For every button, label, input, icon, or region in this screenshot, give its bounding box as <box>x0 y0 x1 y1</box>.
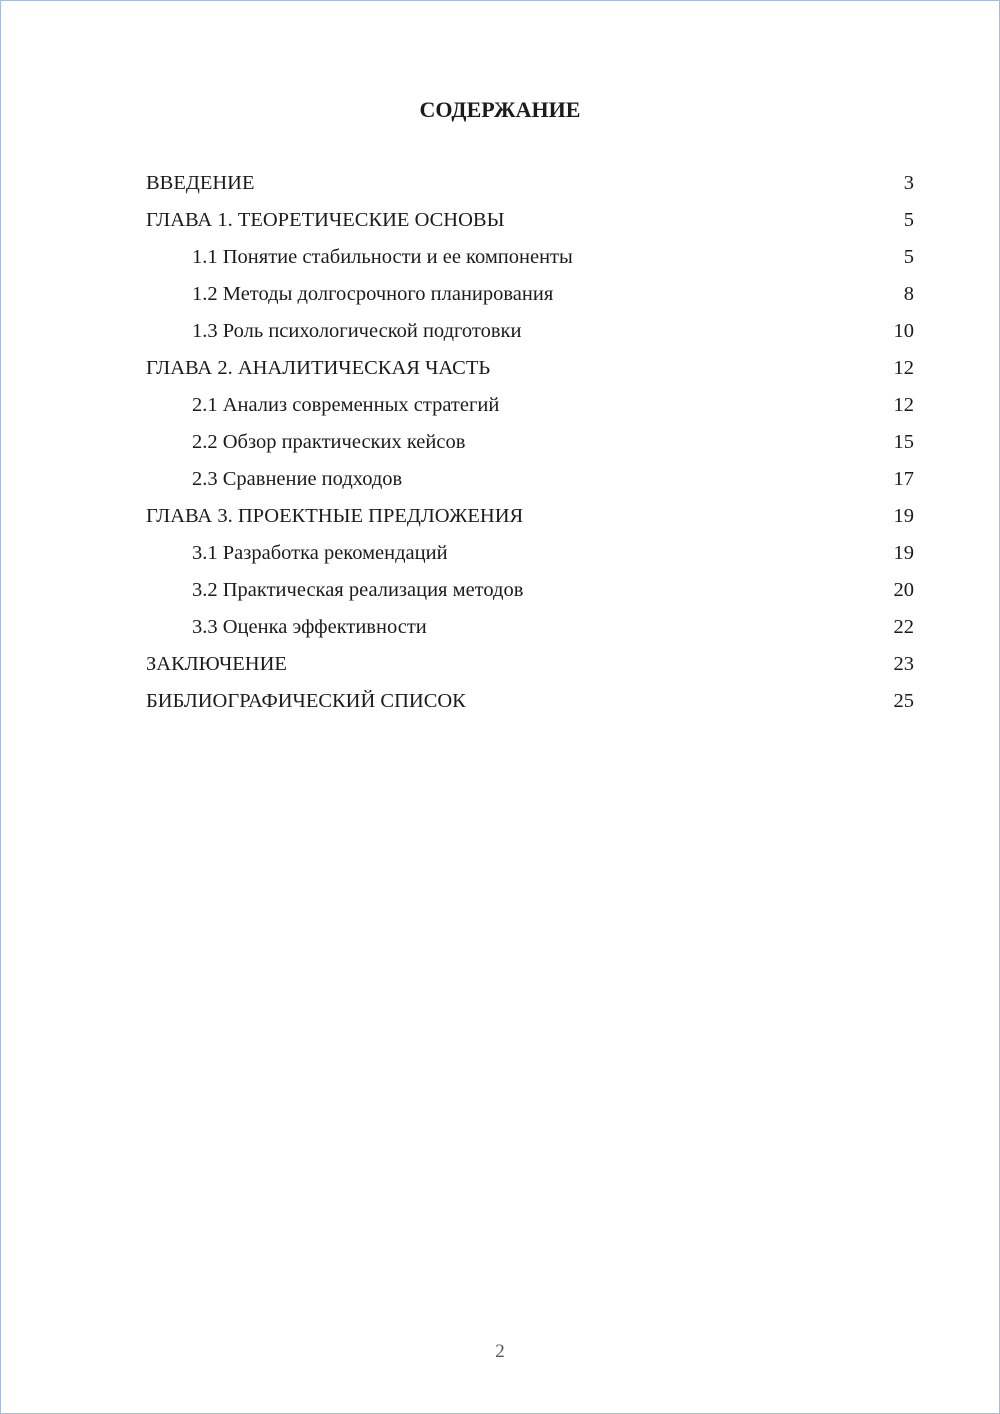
toc-entry-label: ГЛАВА 2. АНАЛИТИЧЕСКАЯ ЧАСТЬ <box>146 357 491 379</box>
toc-entry-page-number: 17 <box>893 468 914 490</box>
toc-row <box>146 387 914 424</box>
toc-row <box>146 239 914 276</box>
toc-entry-label: 2.3 Сравнение подходов <box>192 468 403 490</box>
toc-row <box>146 609 914 646</box>
toc-entry-page-number: 5 <box>903 246 914 268</box>
table-of-contents <box>146 165 914 720</box>
toc-entry-label: 1.1 Понятие стабильности и ее компоненты <box>192 246 573 268</box>
toc-entry-label: ГЛАВА 1. ТЕОРЕТИЧЕСКИЕ ОСНОВЫ <box>146 209 505 231</box>
toc-row <box>146 461 914 498</box>
toc-row <box>146 646 914 683</box>
toc-entry-label: ГЛАВА 3. ПРОЕКТНЫЕ ПРЕДЛОЖЕНИЯ <box>146 505 524 527</box>
toc-entry-page-number: 10 <box>893 320 914 342</box>
toc-row <box>146 313 914 350</box>
toc-entry-page-number: 25 <box>893 690 914 712</box>
toc-row <box>146 535 914 572</box>
toc-entry-label: ВВЕДЕНИЕ <box>146 172 255 194</box>
toc-entry-label: БИБЛИОГРАФИЧЕСКИЙ СПИСОК <box>146 690 466 712</box>
toc-entry-page-number: 8 <box>903 283 914 305</box>
toc-row <box>146 202 914 239</box>
toc-entry-label: 1.2 Методы долгосрочного планирования <box>192 283 554 305</box>
toc-entry-page-number: 23 <box>893 653 914 675</box>
toc-entry-page-number: 12 <box>893 394 914 416</box>
toc-entry-label: 3.2 Практическая реализация методов <box>192 579 524 601</box>
toc-entry-page-number: 20 <box>893 579 914 601</box>
toc-row <box>146 350 914 387</box>
toc-entry-label: 2.1 Анализ современных стратегий <box>192 394 500 416</box>
toc-entry-page-number: 5 <box>903 209 914 231</box>
toc-row <box>146 276 914 313</box>
toc-entry-page-number: 19 <box>893 505 914 527</box>
toc-entry-label: 3.1 Разработка рекомендаций <box>192 542 448 564</box>
toc-entry-label: 1.3 Роль психологической подготовки <box>192 320 522 342</box>
toc-entry-page-number: 19 <box>893 542 914 564</box>
toc-entry-page-number: 3 <box>903 172 914 194</box>
toc-entry-label: ЗАКЛЮЧЕНИЕ <box>146 653 287 675</box>
toc-entry-page-number: 22 <box>893 616 914 638</box>
toc-entry-label: 3.3 Оценка эффективности <box>192 616 427 638</box>
toc-row <box>146 165 914 202</box>
toc-row <box>146 498 914 535</box>
toc-row <box>146 683 914 720</box>
toc-entry-label: 2.2 Обзор практических кейсов <box>192 431 466 453</box>
page-title: СОДЕРЖАНИЕ <box>419 97 581 122</box>
toc-row <box>146 424 914 461</box>
toc-entry-page-number: 12 <box>893 357 914 379</box>
page-number: 2 <box>495 1341 505 1362</box>
toc-entry-page-number: 15 <box>893 431 914 453</box>
toc-row <box>146 572 914 609</box>
